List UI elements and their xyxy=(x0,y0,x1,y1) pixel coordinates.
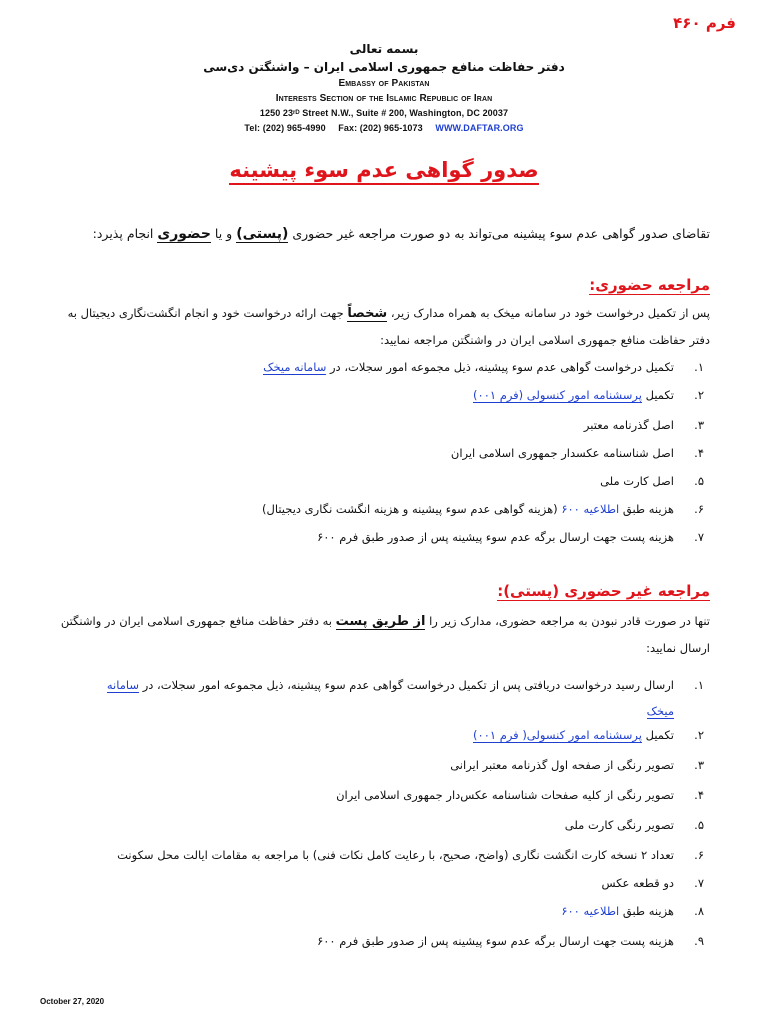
item-number: ۷. xyxy=(694,530,704,544)
item-number: ۷. xyxy=(694,876,704,890)
in-person-paragraph xyxy=(44,300,710,353)
item-number: ۳. xyxy=(694,418,704,432)
item-text: هزینه طبق xyxy=(619,904,674,918)
postal-list xyxy=(90,672,710,962)
section-title-text: مراجعه حضوری: xyxy=(589,276,710,294)
website-link[interactable]: WWW.DAFTAR.ORG xyxy=(435,123,524,133)
list-item xyxy=(90,672,710,728)
tel: Tel: (202) 965-4990 xyxy=(244,123,326,133)
address: 1250 23ʳᴰ Street N.W., Suite # 200, Washington, DC 20037 xyxy=(259,108,509,118)
postal-paragraph xyxy=(44,608,710,661)
item-number: ۶. xyxy=(694,848,704,862)
embassy-name: Embassy of Pakistan xyxy=(338,78,430,89)
item-number: ۲. xyxy=(694,728,704,742)
footer-date: October 27, 2020 xyxy=(40,997,105,1006)
list-item xyxy=(90,360,710,388)
list-item xyxy=(90,934,710,962)
list-item xyxy=(90,728,710,758)
item-number: ۶. xyxy=(694,502,704,516)
list-item xyxy=(90,904,710,934)
list-item xyxy=(90,502,710,530)
mikhak-system-link[interactable]: سامانه میخک xyxy=(106,678,674,718)
intro-text: تقاضای صدور گواهی عدم سوء پیشینه می‌تواند به دو صورت مراجعه غیر حضوری xyxy=(288,226,710,241)
notice-600-link[interactable]: اطلاعیه ۶۰۰ xyxy=(561,502,620,516)
list-item xyxy=(90,418,710,446)
in-person-list xyxy=(90,360,710,558)
list-item xyxy=(90,848,710,876)
item-number: ۲. xyxy=(694,388,704,402)
item-text: تکمیل xyxy=(641,388,674,402)
item-text: اصل گذرنامه معتبر xyxy=(583,418,674,432)
item-text: تکمیل xyxy=(641,728,674,742)
list-item xyxy=(90,758,710,788)
paragraph-text: جهت ارائه درخواست خود و انجام انگشت‌نگاری دیجیتال به دفتر حفاظت منافع جمهوری اسلامی ایران در واشنگتن مراجعه نمایید: xyxy=(67,306,710,347)
item-text: هزینه پست جهت ارسال برگه عدم سوء پیشینه پس از صدور طبق فرم ۶۰۰ xyxy=(317,530,674,544)
list-item xyxy=(90,818,710,848)
section-title-postal xyxy=(50,582,710,600)
item-number: ۱. xyxy=(694,678,704,692)
item-number: ۳. xyxy=(694,758,704,772)
item-number: ۴. xyxy=(694,446,704,460)
item-text: دو قطعه عکس xyxy=(601,876,674,890)
item-text: (هزینه گواهی عدم سوء پیشینه و هزینه انگشت نگاری دیجیتال) xyxy=(261,502,562,516)
intro-paragraph xyxy=(50,224,710,244)
item-number: ۴. xyxy=(694,788,704,802)
contact-line xyxy=(0,121,768,136)
interests-section: Interests Section of the Islamic Republic of Iran xyxy=(275,93,493,104)
item-number: ۵. xyxy=(694,818,704,832)
list-item xyxy=(90,876,710,904)
list-item xyxy=(90,788,710,818)
item-text: ارسال رسید درخواست دریافتی پس از تکمیل درخواست گواهی عدم سوء پیشینه، ذیل مجموعه امور سجلات، در xyxy=(139,678,674,692)
item-text: هزینه طبق xyxy=(619,502,674,516)
item-text: اصل کارت ملی xyxy=(600,474,674,488)
intro-postal-highlight: (پستی) xyxy=(236,226,289,242)
item-number: ۹. xyxy=(694,934,704,948)
consular-form-link[interactable]: پرسشنامه امور کنسولی( فرم ۰۰۱) xyxy=(473,728,642,742)
intro-text: و یا xyxy=(210,226,237,241)
list-item xyxy=(90,388,710,418)
bismillah: بسمه تعالی xyxy=(349,42,419,56)
item-number: ۵. xyxy=(694,474,704,488)
item-text: تصویر رنگی از صفحه اول گذرنامه معتبر ایرانی xyxy=(450,758,674,772)
form-number: فرم ۴۶۰ xyxy=(673,14,736,32)
item-text: تصویر رنگی از کلیه صفحات شناسنامه عکس‌دار جمهوری اسلامی ایران xyxy=(336,788,674,802)
in-person-bold: شخصاً xyxy=(347,306,388,321)
postal-bold: از طریق پست xyxy=(335,614,426,629)
list-item xyxy=(90,446,710,474)
notice-600-link[interactable]: اطلاعیه ۶۰۰ xyxy=(561,904,620,918)
list-item xyxy=(90,530,710,558)
item-number: ۸. xyxy=(694,904,704,918)
paragraph-text: پس از تکمیل درخواست خود در سامانه میخک به همراه مدارک زیر، xyxy=(387,306,710,320)
page-title-text: صدور گواهی عدم سوء پیشینه xyxy=(229,158,538,185)
consular-form-link[interactable]: پرسشنامه امور کنسولی (فرم ۰۰۱) xyxy=(473,388,642,402)
section-title-text: مراجعه غیر حضوری (پستی): xyxy=(497,582,710,600)
item-text: تکمیل درخواست گواهی عدم سوء پیشینه، ذیل مجموعه امور سجلات، در xyxy=(326,360,674,374)
page-title xyxy=(0,158,768,182)
intro-text: انجام پذیرد: xyxy=(92,226,158,241)
item-text: تصویر رنگی کارت ملی xyxy=(564,818,674,832)
list-item xyxy=(90,474,710,502)
item-number: ۱. xyxy=(694,360,704,374)
office-name-fa: دفتر حفاظت منافع جمهوری اسلامی ایران – واشنگتن دی‌سی xyxy=(203,60,565,74)
item-text: تعداد ۲ نسخه کارت انگشت نگاری (واضح، صحیح، با رعایت کامل نکات فنی) با مراجعه به مقامات ایالت محل سکونت xyxy=(117,848,674,862)
letterhead xyxy=(0,40,768,136)
section-title-in-person xyxy=(50,276,710,294)
mikhak-system-link[interactable]: سامانه میخک xyxy=(263,360,327,374)
paragraph-text: به دفتر حفاظت منافع جمهوری اسلامی ایران در واشنگتن ارسال نمایید: xyxy=(60,614,710,655)
paragraph-text: تنها در صورت قادر نبودن به مراجعه حضوری، مدارک زیر را xyxy=(425,614,710,628)
intro-inperson-highlight: حضوری xyxy=(157,226,211,242)
fax: Fax: (202) 965-1073 xyxy=(338,123,423,133)
item-text: اصل شناسنامه عکسدار جمهوری اسلامی ایران xyxy=(450,446,674,460)
item-text: هزینه پست جهت ارسال برگه عدم سوء پیشینه پس از صدور طبق فرم ۶۰۰ xyxy=(317,934,674,948)
